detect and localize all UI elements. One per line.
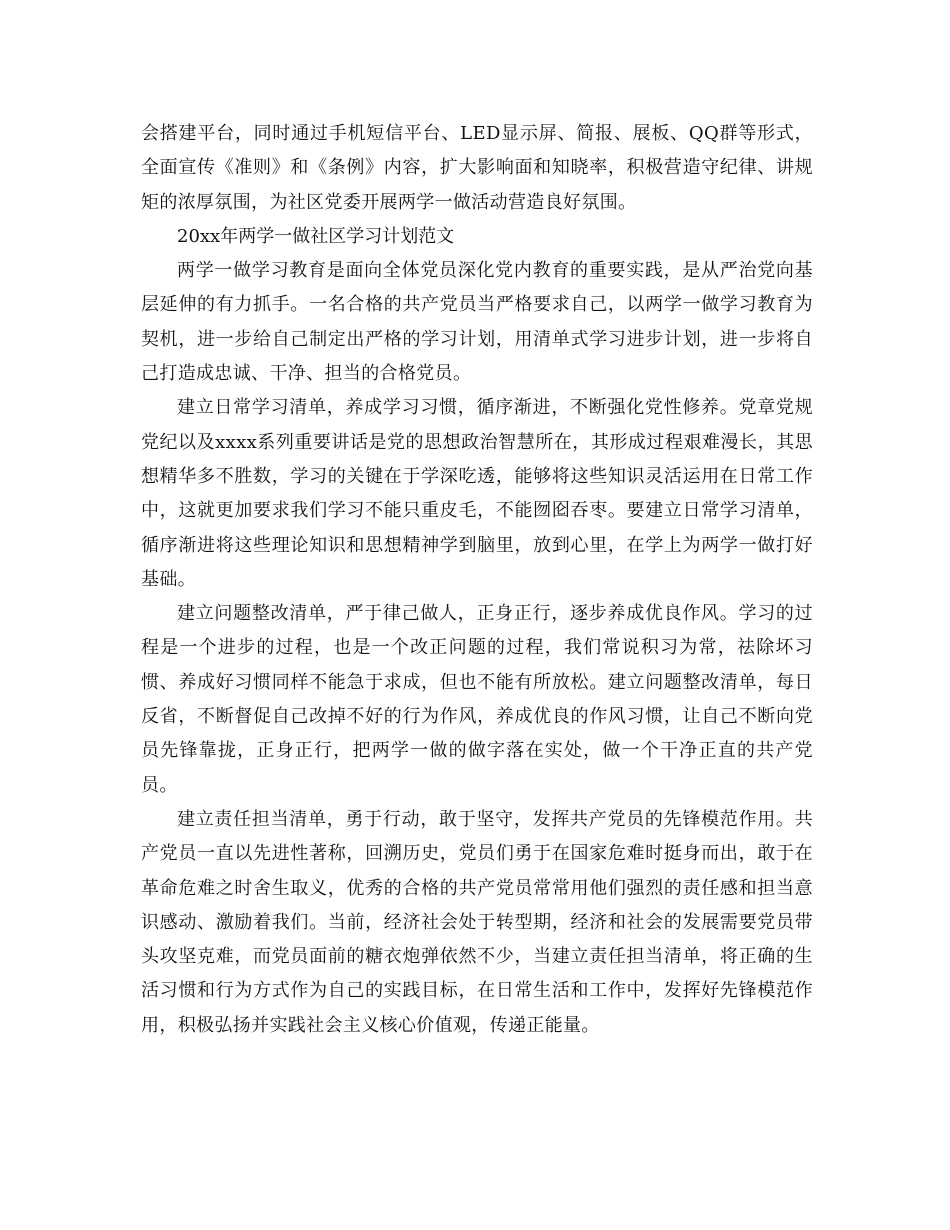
- paragraph-problem-rectification: 建立问题整改清单，严于律己做人，正身正行，逐步养成优良作风。学习的过程是一个进步的过程，也是一个改正问题的过程，我们常说积习为常，祛除坏习惯、养成好习惯同样不能急于求成，但也不能有所放松。建立问题整改清单，每日反省，不断督促自己改掉不好的行为作风，养成优良的作风习惯，让自己不断向党员先锋靠拢，正身正行，把两学一做的做字落在实处，做一个干净正直的共产党员。: [141, 603, 813, 796]
- document-body: [141, 117, 813, 1043]
- paragraph-responsibility: 建立责任担当清单，勇于行动，敢于坚守，发挥共产党员的先锋模范作用。共产党员一直以先进性著称，回溯历史，党员们勇于在国家危难时挺身而出，敢于在革命危难之时舍生取义，优秀的合格的共产党员常常用他们强烈的责任感和担当意识感动、激励着我们。当前，经济社会处于转型期，经济和社会的发展需要党员带头攻坚克难，而党员面前的糖衣炮弹依然不少，当建立责任担当清单，将正确的生活习惯和行为方式作为自己的实践目标，在日常生活和工作中，发挥好先锋模范作用，积极弘扬并实践社会主义核心价值观，传递正能量。: [141, 808, 813, 1036]
- document-title: 20xx年两学一做社区学习计划范文: [177, 225, 455, 247]
- paragraph-daily-study: 建立日常学习清单，养成学习习惯，循序渐进，不断强化党性修养。党章党规党纪以及xxxx系列重要讲话是党的思想政治智慧所在，其形成过程艰难漫长，其思想精华多不胜数，学习的关键在于学深吃透，能够将这些知识灵活运用在日常工作中，这就更加要求我们学习不能只重皮毛，不能囫囵吞枣。要建立日常学习清单，循序渐进将这些理论知识和思想精神学到脑里，放到心里，在学上为两学一做打好基础。: [141, 397, 813, 590]
- paragraph-intro: 两学一做学习教育是面向全体党员深化党内教育的重要实践，是从严治党向基层延伸的有力抓手。一名合格的共产党员当严格要求自己，以两学一做学习教育为契机，进一步给自己制定出严格的学习计划，用清单式学习进步计划，进一步将自己打造成忠诚、干净、担当的合格党员。: [141, 260, 813, 385]
- paragraph-continuation: 会搭建平台，同时通过手机短信平台、LED显示屏、简报、展板、QQ群等形式，全面宣传《准则》和《条例》内容，扩大影响面和知晓率，积极营造守纪律、讲规矩的浓厚氛围，为社区党委开展两学一做活动营造良好氛围。: [141, 123, 813, 213]
